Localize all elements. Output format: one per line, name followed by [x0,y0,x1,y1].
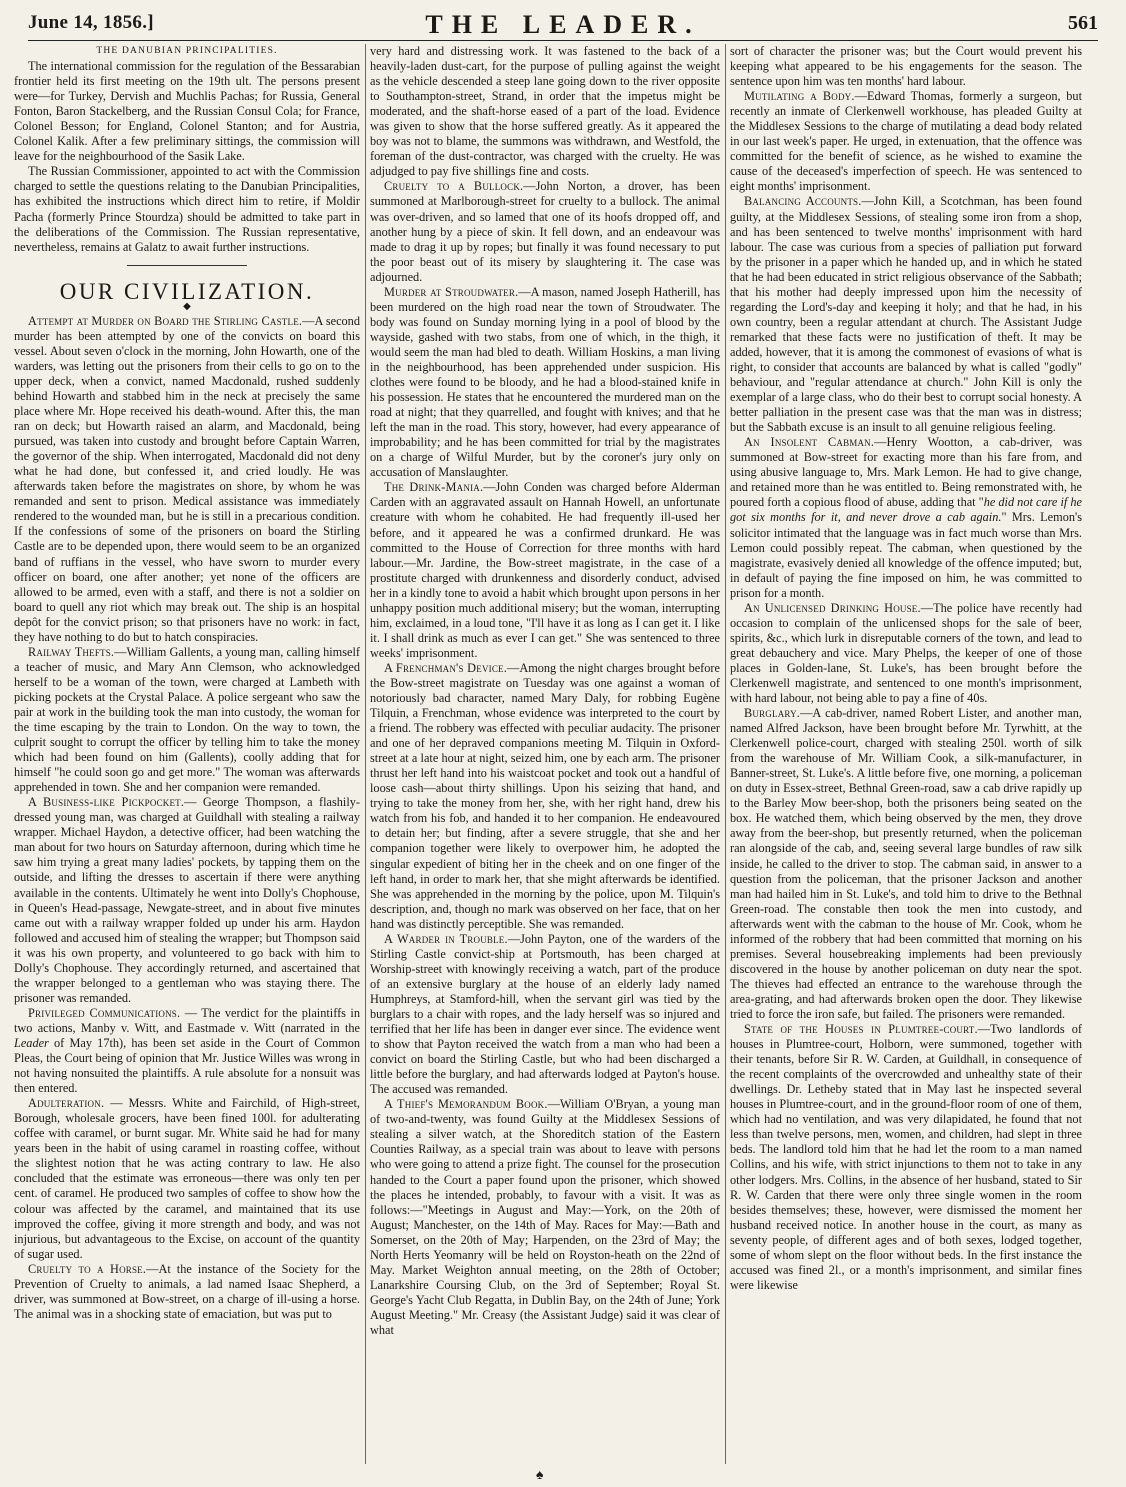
page-header [28,4,1098,39]
article-heading: THE DANUBIAN PRINCIPALITIES. [96,46,278,56]
article-paragraph [14,645,360,795]
article-paragraph [370,480,720,661]
article-paragraph: sort of character the prisoner was; but the Court would prevent his keeping what appeared to be his engagements for the season. The sentence upon him was ten months' hard labour. [730,44,1082,89]
article-paragraph: The Russian Commissioner, appointed to act with the Commission charged to settle the questions relating to the Danubian Principalities, has exhibited the instructions which direct him to retire, if Moldir Pacha (formerly Prince Stourdza) should be admitted to take part in the deliberations of the Commission. The Russian representative, nevertheless, remains at Galatz to await further instructions. [14,164,360,254]
section-title: OUR CIVILIZATION. [59,278,315,304]
article-paragraph [730,601,1082,706]
article-paragraph [370,285,720,481]
paragraph-lead: Cruelty to a Horse. [28,1261,147,1276]
paragraph-body: — Messrs. White and Fairchild, of High-street, Borough, wholesale grocers, have been fined 100l. for adulterating coffee with caramel, or burnt sugar. Mr. White said he had for many years been in the habit of using caramel in roasting coffee, without the slightest notion that he was acting contrary to law. He also concluded that the estimate was erroneous—there was only ten per cent. of caramel. He produced two samples of coffee to show how the colour was affected by the caramel, and maintained that its use improved the coffee, giving it more strength and body, and was not injurious, but advantageous to the Excise, on account of the quantity of sugar used. [14,1096,360,1261]
paragraph-lead: Attempt at Murder on Board the Stirling Castle. [28,313,303,328]
paragraph-lead: Railway Thefts. [28,644,115,659]
paragraph-lead: Balancing Accounts. [744,194,862,209]
column-divider [725,44,726,1464]
article-paragraph [14,1262,360,1322]
section-divider [127,265,247,266]
paragraph-lead: Adulteration. [28,1096,105,1111]
paragraph-body: of May 17th), has been set aside in the Court of Common Pleas, the Court being of opinion that Mr. Justice Willes was wrong in not having nonsuited the plaintiffs. A rule absolute for a nonsuit was then entered. [14,1036,360,1096]
article-paragraph [370,932,720,1098]
paragraph-lead: Mutilating a Body. [744,89,855,104]
article-paragraph [370,1097,720,1338]
article-paragraph [14,1006,360,1096]
article-paragraph [370,179,720,284]
paragraph-body: —William O'Bryan, a young man of two-and-twenty, was found Guilty at the Middlesex Sessions of stealing a silver watch, at the Shoreditch station of the Eastern Counties Railway, as a special train was about to leave with persons who were going to attend a prize fight. The counsel for the prosecution handed to the Court a paper found upon the prisoner, which showed the places he intended, probably, to favour with a visit. It was as follows:—"Meetings in August and May:—York, on the 20th of August; Manchester, on the 14th of May. Races for May:—Bath and Somerset, on the 20th of May; Harpenden, on the 23rd of May; the North Herts Yeomanry will be held on Royston-heath on the 22nd of May. Market Weighton annual meeting, on the 28th of October; Lanarkshire Coursing Club, on the 3rd of September; Royal St. George's Yacht Club Regatta, in Dublin Bay, on the 24th of June; York August Meeting." Mr. Creasy (the Assistant Judge) said it was clear of what [370,1097,720,1337]
paragraph-lead: State of the Houses in Plumtree-court. [744,1022,978,1037]
column-divider [365,44,366,1464]
article-paragraph: very hard and distressing work. It was fastened to the back of a heavily-laden dust-cart, for the purpose of pulling against the weight as the vehicle descended a steep lane going down to the river opposite to Southampton-street, Strand, in order that the impetus might be moderated, and the shaft-horse eased of a part of the load. Evidence was given to show that the horse suffered greatly. As it appeared the boy was not to blame, the summons was withdrawn, and Westfold, the foreman of the dust-contractor, was charged with the cruelty. He was adjudged to pay five shillings fine and costs. [370,44,720,179]
paragraph-lead: An Insolent Cabman. [744,435,875,450]
paragraph-body: —Henry Wootton, a cab-driver, was summoned at Bow-street for exacting more than his fare from, and using abusive language to, Mrs. Mark Lemon. He had to give change, and retained more than he was entitled to. Being remonstrated with, he poured forth a copious flood of abuse, adding that " [730,435,1082,510]
article-paragraph [730,1022,1082,1293]
paragraph-body: —John Kill, a Scotchman, has been found guilty, at the Middlesex Sessions, of stealing some iron from a shop, and has been sentenced to twelve months' imprisonment with hard labour. The case was curious from a species of palliation put forward by the prisoner in a paper which he handed up, and in which he stated that he had been educated in strict religious observance of the Sabbath; that his mother had deeply impressed upon him the necessity of regarding the Lord's-day and keeping it holy; and that he had, in his own country, been a regular attendant at church. The Assistant Judge remarked that these facts were no justification of theft. It may be added, however, that it is among the commonest of evasions of what is right, to consider that accounts are balanced by what is called "godly" behaviour, and "regular attendance at church." John Kill is only the exemplar of a large class, who do their best to corrupt social honesty. A better palliation in the present case was that the man was in distress; but the Sabbath excuse is an insult to all genuine religious feeling. [730,194,1082,435]
article-paragraph: The international commission for the regulation of the Bessarabian frontier held its first meeting on the 19th ult. The persons present were—for Turkey, Dervish and Muchlis Pachas; for Russia, General Fonton, Baron Stackelberg, and the Russian Consul Cola; for France, Colonel Besson; for England, Colonel Stanton; and for Austria, Colonel Kalik. After a few preliminary sittings, the commission will leave for the neighbourhood of the Sasik Lake. [14,59,360,164]
paragraph-body: " Mrs. Lemon's solicitor intimated that the language was in fact much worse than Mrs. Lemon could possibly repeat. The cabman, when questioned by the magistrate, evasively denied all knowledge of the offence imputed; but, in default of paying the fine imposed on him, he was committed to prison for a month. [730,510,1082,600]
paragraph-body: —A second murder has been attempted by one of the convicts on board this vessel. About seven o'clock in the morning, John Howarth, one of the warders, was letting out the prisoners from their cells to go on to the upper deck, when a convict, named Macdonald, rushed suddenly behind Howarth and stabbed him in the neck at precisely the same place where Mr. Hope received his death-wound. After this, the man ran on deck; but Howarth raised an alarm, and Macdonald, being pursued, was taken into custody and brought before Captain Warren, the governor of the ship. When interrogated, Macdonald did not deny what he had done, but confessed it, and cried loudly. He was afterwards taken before the magistrates on shore, by whom he was remanded and sent to prison. Medical assistance was immediately rendered to the wounded man, but he is still in a precarious condition. If the confessions of some of the prisoners on board the Stirling Castle are to be depended upon, there would seem to be an organized band of ruffians in the vessel, who have sworn to murder every officer on board, one after another; yet none of the officers are allowed to be armed, even with a staff, and there is not a soldier on board to quell any riot which may break out. The ship is an hospital depôt for the convict prison; so that prisoners have no work: in fact, they have nothing to do but to hatch conspiracies. [14,313,360,644]
paragraph-lead: Murder at Stroudwater. [384,284,519,299]
paragraph-body: — The verdict for the plaintiffs in two actions, Manby v. Witt, and Eastmade v. Witt (narrated in the [14,1005,360,1035]
paragraph-lead: A Frenchman's Device. [384,660,508,675]
page-number: 561 [1068,12,1098,34]
issue-date: June 14, 1856.] [28,12,154,33]
paragraph-body: —The police have recently had occasion to complain of the unlicensed shops for the sale of beer, spirits, &c., which lurk in disreputable corners of the town, and lead to great debauchery and vice. Mary Phelps, the keeper of one of those places in Golden-lane, St. Luke's, has been brought before the Clerkenwell magistrate, and sentenced to one month's imprisonment, with hard labour, not being able to pay a fine of 40s. [730,600,1082,706]
paragraph-lead: Privileged Communications. [28,1005,181,1020]
column-2 [370,44,720,1464]
paragraph-lead: A Thief's Memorandum Book. [384,1097,548,1112]
article-paragraph [14,1096,360,1262]
column-3 [730,44,1082,1464]
masthead-title: THE LEADER. [425,10,701,39]
paragraph-body: —A cab-driver, named Robert Lister, and another man, named Alfred Jackson, have been brought before Mr. Tyrwhitt, at the Clerkenwell police-court, charged with stealing 250l. worth of silk from the warehouse of Mr. William Cook, a silk-manufacturer, in Banner-street, St. Luke's. A little before five, one morning, a policeman on duty in Essex-street, Bethnal Green-road, saw a cab drive rapidly up to the Barley Mow beer-shop, both the prisoners being seated on the box. He watched them, which being observed by the men, they drove away from the beer-shop, but presently returned, when the policeman ran alongside of the cab, and, seeing several large bundles of raw silk inside, he called to the driver to stop. The cabman said, in answer to a question from the policeman, that the prisoner Jackson and another man had hailed him in St. Luke's, and told him to drive to the Bethnal Green-road. The constable then took the men into custody, and afterwards went with the cabman to the house of Mr. Cook, whom he informed of the robbery that had been committed that morning on his premises. Several housebreaking implements had been previously discovered in the house by another policeman on duty near the spot. The thieves had effected an entrance to the warehouse through the area-grating, and had afterwards broken open the door. They likewise tried to force the iron safe, but failed. The prisoners were remanded. [730,706,1082,1021]
header-rule [28,40,1098,41]
article-paragraph [730,435,1082,601]
paragraph-body: —Two landlords of houses in Plumtree-court, Holborn, were summoned, together with their tenants, before Sir R. W. Carden, at Guildhall, in consequence of the recent complaints of the overcrowded and unhealthy state of their dwellings. Dr. Letheby stated that in May last he inspected several houses in Plumtree-court, and in the ground-floor room of one of them, which had no ventilation, and was very dilapidated, he found that not less than twelve persons, men, women, and children, had slept in three beds. The landlord told him that he had let the room to a man named Collins, and his wife, with strict injunctions to them not to take in any other lodgers. Mrs. Collins, in the absence of her husband, stated to Sir R. W. Carden that there were only three single women in the room besides themselves; these, however, were dismissed the moment her husband received notice. In another house in the court, as many as seventy people, of different ages and of both sexes, lodged together, some of whom slept on the floor without beds. In the first instance the accused was fined 2l., or a month's imprisonment, and similar fines were likewise [730,1022,1082,1292]
spade-icon: ♠ [536,1468,544,1483]
paragraph-body: —Edward Thomas, formerly a surgeon, but recently an inmate of Clerkenwell workhouse, has pleaded Guilty at the Middlesex Sessions to the charge of mutilating a dead body related in our last week's paper. He urged, in extenuation, that the offence was committed for the benefit of science, as he wished to examine the cause of the deceased's imperfection of speech. He was sentenced to eight months' imprisonment. [730,89,1082,194]
paragraph-lead: Cruelty to a Bullock. [384,179,524,194]
ornament-icon: ◆ [183,300,191,312]
paragraph-body: —John Payton, one of the warders of the Stirling Castle convict-ship at Portsmouth, has been charged at Worship-street with knowingly receiving a watch, part of the produce of an extensive burglary at the house of an elderly lady named Humphreys, at Stamford-hill, when the servant girl was tied by the burglars to a chair with ropes, and the lady herself was so injured and terrified that her life has been in danger ever since. The evidence went to show that Payton received the watch from a man who had been a convict on board the Stirling Castle, but who had been discharged a little before the burglary, and had afterwards lodged at Payton's house. The accused was remanded. [370,931,720,1097]
article-paragraph [370,661,720,932]
paragraph-body: —A mason, named Joseph Hatherill, has been murdered on the high road near the town of Stroudwater. The body was found on Sunday morning lying in a pool of blood by the wayside, gashed with two stabs, from one of which, in the thigh, it would seem the man had bled to death. William Hoskins, a man living in the neighbourhood, has been apprehended under suspicion. His clothes were found to be bloody, and he had a blood-stained knife in his possession. He states that he encountered the murdered man on the road at night; that they quarrelled, and fought with knives; and that he left the man in the road. This story, however, had every appearance of improbability; and he has been committed for trial by the magistrates on a charge of Wilful Murder, but by the coroner's jury only on accusation of Manslaughter. [370,284,720,480]
paragraph-lead: A Warder in Trouble. [384,931,508,946]
paragraph-body: —Among the night charges brought before the Bow-street magistrate on Tuesday was one against a woman of notoriously bad character, named Mary Daly, for robbing Eugène Tilquin, a Frenchman, whose evidence was interpreted to the court by a friend. The robbery was effected with peculiar audacity. The prisoner and one of her depraved companions meeting M. Tilquin in Oxford-street at a late hour at night, seized him, one by each arm. The prisoner thrust her left hand into his waistcoat pocket and took out a handful of loose cash—about thirty shillings. Upon his seizing that hand, and trying to take the money from her, she, with her right hand, drew his watch from his fob, and handed it to her companion. He endeavoured to detain her; but finding, after a severe struggle, that she and her companion together were likely to overpower him, he adopted the singular expedient of biting her in the cheek and on one finger of the left hand, in order to mark her, that she might afterwards be identified. She was apprehended in the morning by the police, upon M. Tilquin's description, and, though no mark was observed on her face, that on her hand was distinctly perceptible. She was remanded. [370,660,720,931]
article-paragraph [14,314,360,645]
paragraph-body: —John Norton, a drover, has been summoned at Marlborough-street for cruelty to a bullock. The animal was over-driven, and so lamed that one of its hoofs dropped off, and another hung by a piece of skin. It fell down, and an endeavour was made to drag it up by ropes; but finally it was found necessary to put the poor beast out of its misery by slaughtering it. The case was adjourned. [370,179,720,284]
paragraph-body: —John Conden was charged before Alderman Carden with an aggravated assault on Hannah Howell, an unfortunate creature with whom he cohabited. He had frequently ill-used her before, and it appeared he was a confirmed drunkard. He was committed to the House of Correction for three months with hard labour.—Mr. Jardine, the Bow-street magistrate, in the case of a prostitute charged with drunkenness and disorderly conduct, advised her in a kindly tone to avoid a habit which brought upon persons in her unhappy position much additional misery; but the woman, interrupting him, exclaimed, in a loud tone, "I'll have it as long as I can get it. I like it. I shall drink as much as ever I can get." She was sentenced to three weeks' imprisonment. [370,480,720,660]
paragraph-italic: he did not care if he got six months for it, and never drove a cab again. [730,495,1082,525]
article-paragraph [730,706,1082,1022]
paragraph-body: — George Thompson, a flashily-dressed young man, was charged at Guildhall with stealing a railway wrapper. Michael Haydon, a detective officer, had been watching the man about for two hours on Saturday afternoon, during which time he saw him trying a great many ladies' pockets, by tapping them on the outside, and lifting the dresses to ascertain if there were anything available in the contents. Ultimately he went into Dolly's Chophouse, in Queen's Head-passage, Newgate-street, and in about five minutes came out with a railway wrapper folded up under his arm. Haydon followed and accused him of stealing the wrapper; but Thompson said it was his own property, and volunteered to go back with him to Dolly's Chophouse. They accordingly returned, and ascertained that the wrapper belonged to a gentleman who was staying there. The prisoner was remanded. [14,795,360,1005]
paragraph-lead: An Unlicensed Drinking House. [744,600,921,615]
article-paragraph [730,89,1082,194]
column-1 [14,44,360,1464]
paragraph-body: —At the instance of the Society for the Prevention of Cruelty to animals, a lad named Isaac Shepherd, a driver, was summoned at Bow-street, on a charge of ill-using a horse. The animal was in a shocking state of emaciation, but was put to [14,1261,360,1321]
paragraph-lead: A Business-like Pickpocket. [28,795,185,810]
article-paragraph [730,194,1082,435]
paragraph-lead: Burglary. [744,706,801,721]
paragraph-body: —William Gallents, a young man, calling himself a teacher of music, and Mary Ann Clemson, who acknowledged herself to be a woman of the town, were charged at Lambeth with picking pockets at the Crystal Palace. A police sergeant who saw the pair at work in the building took the man into custody, the woman for the time escaping by the train to London. On the way to town, the culprit sought to corrupt the officer by telling him to take the money which had been found on him (Gallents), coolly adding that for himself "he could soon go and get more." The woman was afterwards apprehended in town. She and her companion were remanded. [14,644,360,795]
paragraph-lead: The Drink-Mania. [384,480,484,495]
paragraph-italic: Leader [14,1036,49,1050]
article-paragraph [14,795,360,1006]
